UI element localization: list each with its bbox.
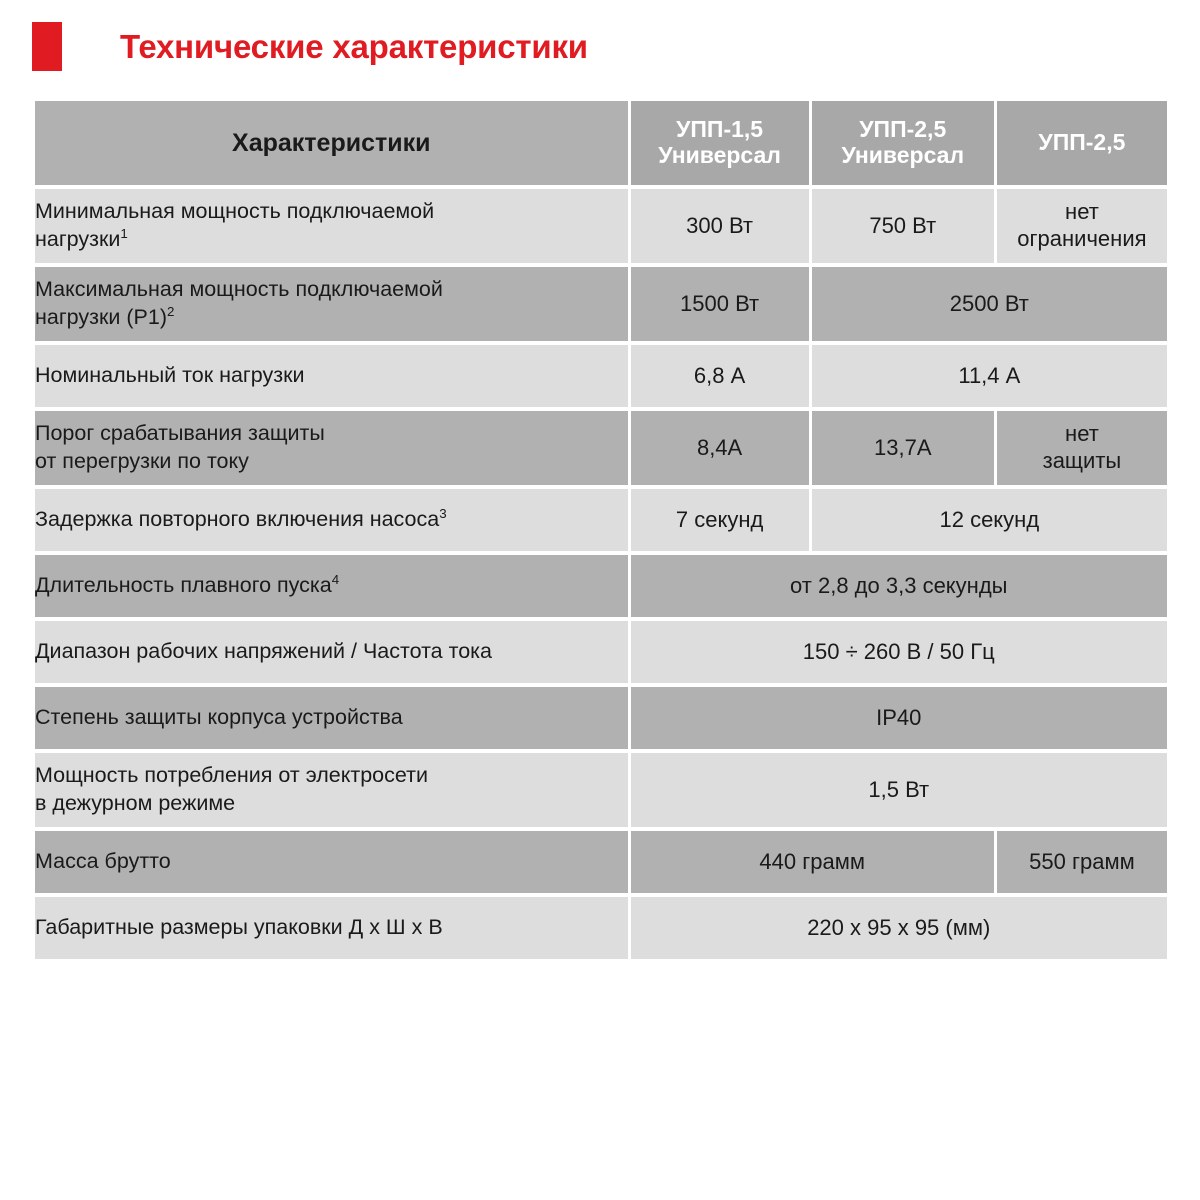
row-label: Габаритные размеры упаковки Д х Ш х В [35, 897, 628, 959]
page-title: Технические характеристики [120, 27, 588, 65]
cell-upp25-merged: 12 секунд [812, 489, 1167, 551]
row-label: Номинальный ток нагрузки [35, 345, 628, 407]
cell-all-models-merged: IP40 [631, 687, 1167, 749]
cell-upp25-universal: 750 Вт [812, 189, 994, 263]
row-label-line1: Длительность плавного пуска [35, 573, 332, 598]
cell-upp15-universal: 7 секунд [631, 489, 809, 551]
footnote-marker: 3 [439, 506, 447, 522]
table-row [35, 753, 1167, 827]
table-row [35, 411, 1167, 485]
column-header-upp25-universal [812, 101, 994, 185]
table-header-row [35, 101, 1167, 185]
table-row [35, 687, 1167, 749]
cell-upp25-merged: 2500 Вт [812, 267, 1167, 341]
row-label-line1: Минимальная мощность подключаемой [35, 199, 435, 224]
table-row [35, 267, 1167, 341]
row-label [35, 555, 628, 617]
cell-upp15-universal: 1500 Вт [631, 267, 809, 341]
row-label [35, 189, 628, 263]
column-header-label: Характеристики [35, 101, 628, 185]
brand-mark-icon [32, 22, 62, 71]
page-header [32, 10, 1170, 82]
table-row [35, 897, 1167, 959]
cell-line1: нет [1065, 199, 1099, 225]
column-header-line1: УПП-1,5 [676, 116, 764, 143]
row-label [35, 411, 628, 485]
table-row [35, 621, 1167, 683]
cell-all-models-merged: 150 ÷ 260 В / 50 Гц [631, 621, 1167, 683]
cell-upp25-merged: 11,4 А [812, 345, 1167, 407]
row-label-line2: от перегрузки по току [35, 449, 249, 473]
column-header-upp15-universal [631, 101, 809, 185]
table-row [35, 189, 1167, 263]
row-label-line1: Мощность потребления от электросети [35, 763, 428, 788]
cell-all-models-merged: от 2,8 до 3,3 секунды [631, 555, 1167, 617]
footnote-marker: 1 [120, 225, 128, 241]
column-header-line2: Универсал [658, 142, 781, 168]
cell-line1: нет [1065, 421, 1099, 447]
specifications-table [32, 97, 1170, 963]
row-label: Степень защиты корпуса устройства [35, 687, 628, 749]
cell-upp25 [997, 411, 1167, 485]
row-label-line1: Максимальная мощность подключаемой [35, 277, 443, 302]
cell-upp25: 550 грамм [997, 831, 1167, 893]
cell-all-models-merged: 1,5 Вт [631, 753, 1167, 827]
row-label [35, 267, 628, 341]
row-label-line2: в дежурном режиме [35, 791, 236, 815]
row-label: Масса брутто [35, 831, 628, 893]
row-label [35, 489, 628, 551]
table-row [35, 555, 1167, 617]
column-header-upp25 [997, 101, 1167, 185]
table-row [35, 831, 1167, 893]
cell-upp15-universal: 6,8 А [631, 345, 809, 407]
row-label: Диапазон рабочих напряжений / Частота тока [35, 621, 628, 683]
table-row [35, 489, 1167, 551]
column-header-line2: Универсал [841, 142, 965, 168]
column-header-line1: УПП-2,5 [859, 116, 947, 143]
cell-upp15-universal: 300 Вт [631, 189, 809, 263]
footnote-marker: 2 [167, 303, 175, 319]
footnote-marker: 4 [331, 572, 340, 588]
cell-upp25-universal: 13,7А [812, 411, 994, 485]
row-label-line1: Задержка повторного включения насоса [35, 507, 440, 532]
table-row [35, 345, 1167, 407]
cell-line2: защиты [1042, 448, 1122, 473]
cell-line2: ограничения [1017, 226, 1147, 251]
cell-upp25 [997, 189, 1167, 263]
cell-upp15-upp25-universal-merged: 440 грамм [631, 831, 994, 893]
column-header-line1: УПП-2,5 [1038, 129, 1126, 156]
row-label [35, 753, 628, 827]
row-label-line2: нагрузки [35, 227, 121, 251]
row-label-line2: нагрузки (Р1) [35, 305, 168, 329]
cell-all-models-merged: 220 x 95 x 95 (мм) [631, 897, 1167, 959]
cell-upp15-universal: 8,4А [631, 411, 809, 485]
row-label-line1: Порог срабатывания защиты [35, 421, 325, 446]
